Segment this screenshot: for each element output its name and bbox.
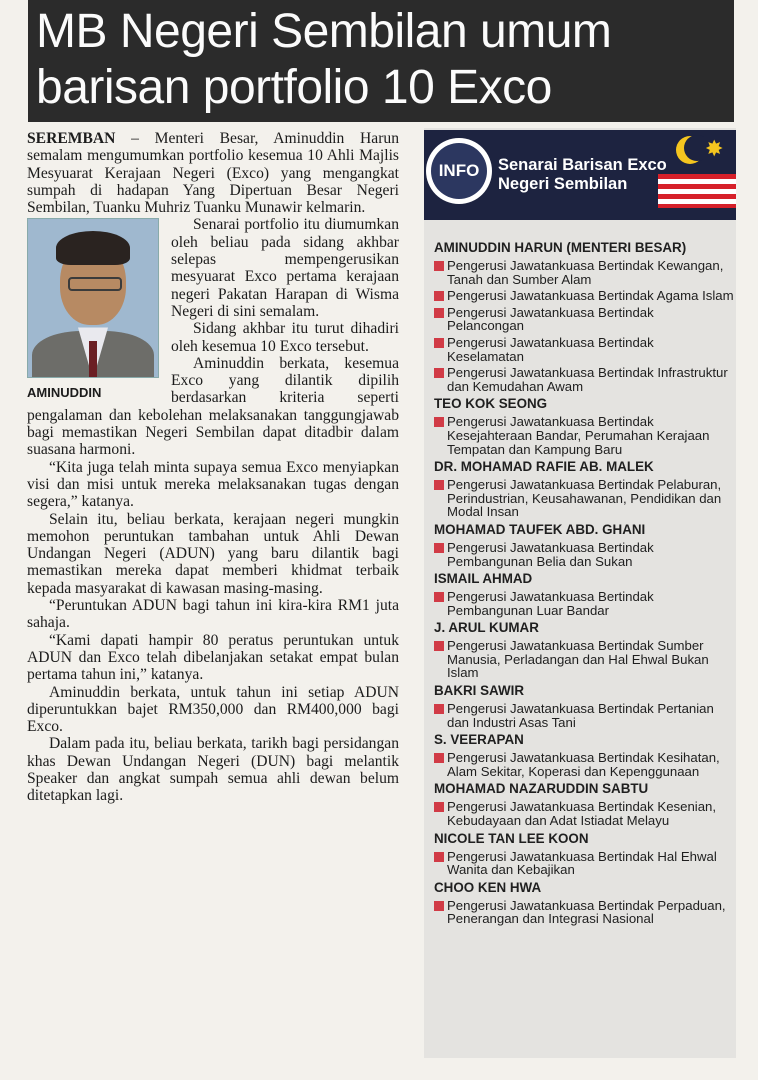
- exco-member: [434, 240, 734, 393]
- exco-portfolio: Pengerusi Jawatankuasa Bertindak Pelaburan, Perindustrian, Keusahawanan, Pendidikan dan Modal Insan: [434, 478, 734, 519]
- bullet-square-icon: [434, 308, 444, 318]
- exco-portfolio: Pengerusi Jawatankuasa Bertindak Pembangunan Luar Bandar: [434, 590, 734, 617]
- exco-portfolio: Pengerusi Jawatankuasa Bertindak Kewangan, Tanah dan Sumber Alam: [434, 259, 734, 286]
- exco-member: [434, 459, 734, 519]
- article-paragraph: Dalam pada itu, beliau berkata, tarikh bagi persidangan khas Dewan Undangan Negeri (DUN) bagi melantik Speaker dan angkat sumpah semua ahli dewan belum ditetapkan lagi.: [27, 735, 399, 805]
- photo-block: [27, 218, 159, 401]
- exco-portfolio: Pengerusi Jawatankuasa Bertindak Agama Islam: [434, 289, 734, 303]
- exco-portfolio: Pengerusi Jawatankuasa Bertindak Perpaduan, Penerangan dan Integrasi Nasional: [434, 899, 734, 926]
- exco-portfolio: Pengerusi Jawatankuasa Bertindak Kesihatan, Alam Sekitar, Koperasi dan Kepenggunaan: [434, 751, 734, 778]
- bullet-square-icon: [434, 338, 444, 348]
- exco-member: [434, 781, 734, 827]
- exco-portfolio: Pengerusi Jawatankuasa Bertindak Infrastruktur dan Kemudahan Awam: [434, 366, 734, 393]
- exco-member: [434, 620, 734, 680]
- article-paragraph: Aminuddin berkata, kesemua Exco yang dilantik dipilih berdasarkan kriteria seperti pengalaman dan kebolehan melaksanakan tanggungjawab bagi memastikan Negeri Sembilan dapat ditadbir dalam suasana harmoni.: [27, 354, 399, 459]
- headline-line-1: MB Negeri Sembilan umum: [36, 5, 612, 58]
- bullet-square-icon: [434, 753, 444, 763]
- info-title: Senarai Barisan Exco Negeri Sembilan: [498, 156, 667, 193]
- exco-member: [434, 522, 734, 568]
- info-badge: [426, 138, 492, 204]
- exco-member: [434, 396, 734, 456]
- bullet-square-icon: [434, 480, 444, 490]
- article-paragraph: “Peruntukan ADUN bagi tahun ini kira-kira RM1 juta sahaja.: [27, 597, 399, 632]
- exco-member-name: NICOLE TAN LEE KOON: [434, 830, 589, 846]
- article-paragraph: Aminuddin berkata, untuk tahun ini setiap ADUN diperuntukkan bajet RM350,000 dan RM400,000 bagi Exco.: [27, 683, 399, 736]
- exco-portfolio: Pengerusi Jawatankuasa Bertindak Kesejahteraan Bandar, Perumahan Kerajaan Tempatan dan Kampung Baru: [434, 415, 734, 456]
- exco-portfolio: Pengerusi Jawatankuasa Bertindak Pelancongan: [434, 306, 734, 333]
- exco-member-name: S. VEERAPAN: [434, 732, 524, 748]
- bullet-square-icon: [434, 901, 444, 911]
- info-sidebar: [424, 128, 736, 1058]
- exco-member: [434, 831, 734, 877]
- article-paragraph: Senarai portfolio itu diumumkan oleh beliau pada sidang akhbar selepas mempengerusikan mesyuarat Exco pertama kerajaan negeri Pakatan Harapan di Wisma Negeri di sini semalam.: [171, 216, 399, 320]
- exco-portfolio: Pengerusi Jawatankuasa Bertindak Kesenian, Kebudayaan dan Adat Istiadat Melayu: [434, 800, 734, 827]
- exco-portfolio: Pengerusi Jawatankuasa Bertindak Sumber Manusia, Perladangan dan Hal Ehwal Bukan Islam: [434, 639, 734, 680]
- exco-portfolio: Pengerusi Jawatankuasa Bertindak Keselamatan: [434, 336, 734, 363]
- bullet-square-icon: [434, 417, 444, 427]
- article-paragraph: “Kami dapati hampir 80 peratus peruntukan untuk ADUN dan Exco telah dibelanjakan setakat empat bulan pertama tahun ini,” katanya.: [27, 631, 399, 684]
- exco-portfolio: Pengerusi Jawatankuasa Bertindak Hal Ehwal Wanita dan Kebajikan: [434, 850, 734, 877]
- bullet-square-icon: [434, 291, 444, 301]
- portrait-photo: [27, 218, 159, 378]
- article-paragraph: “Kita juga telah minta supaya semua Exco menyiapkan visi dan misi untuk mereka melaksanakan tugas dengan segera,” katanya.: [27, 458, 399, 511]
- exco-member-name: BAKRI SAWIR: [434, 683, 525, 699]
- dateline: SEREMBAN: [27, 130, 116, 147]
- info-badge-label: INFO: [431, 143, 487, 199]
- exco-member: [434, 880, 734, 926]
- exco-member-name: ISMAIL AHMAD: [434, 571, 533, 587]
- article-paragraph: SEREMBAN – Menteri Besar, Aminuddin Harun semalam mengumumkan portfolio kesemua 10 Ahli Majlis Mesyuarat Kerajaan Negeri (Exco) yang mengangkat sumpah di hadapan Yang Dipertuan Besar Negeri Sembilan, Tuanku Muhriz Tuanku Munawir kelmarin.: [27, 130, 399, 217]
- info-header: [424, 130, 736, 220]
- article-paragraph: Selain itu, beliau berkata, kerajaan negeri mungkin memohon peruntukan tambahan untuk Ahli Dewan Undangan Negeri (ADUN) yang baru dilantik bagi memastikan mereka dapat memberi khidmat terbaik kepada masyarakat di kawasan masing-masing.: [27, 510, 399, 597]
- exco-member-name: DR. MOHAMAD RAFIE AB. MALEK: [434, 459, 654, 475]
- article-paragraph: Sidang akhbar itu turut dihadiri oleh kesemua 10 Exco tersebut.: [171, 320, 399, 355]
- exco-member: [434, 571, 734, 617]
- exco-member: [434, 683, 734, 729]
- exco-member-name: TEO KOK SEONG: [434, 396, 548, 412]
- exco-member-name: AMINUDDIN HARUN (MENTERI BESAR): [434, 240, 687, 255]
- headline-line-2: barisan portfolio 10 Exco: [36, 61, 552, 114]
- malaysia-flag-icon: [658, 174, 736, 208]
- exco-member-name: MOHAMAD TAUFEK ABD. GHANI: [434, 521, 646, 537]
- headline: [28, 0, 734, 122]
- exco-member: [434, 732, 734, 778]
- bullet-square-icon: [434, 852, 444, 862]
- exco-member-name: J. ARUL KUMAR: [434, 620, 539, 636]
- bullet-square-icon: [434, 641, 444, 651]
- bullet-square-icon: [434, 704, 444, 714]
- exco-member-name: CHOO KEN HWA: [434, 879, 542, 895]
- exco-portfolio: Pengerusi Jawatankuasa Bertindak Pertanian dan Industri Asas Tani: [434, 702, 734, 729]
- article-body: [27, 130, 399, 805]
- bullet-square-icon: [434, 368, 444, 378]
- bullet-square-icon: [434, 592, 444, 602]
- bullet-square-icon: [434, 802, 444, 812]
- exco-list: [434, 238, 734, 929]
- photo-caption: AMINUDDIN: [27, 385, 102, 401]
- exco-member-name: MOHAMAD NAZARUDDIN SABTU: [434, 781, 649, 797]
- bullet-square-icon: [434, 261, 444, 271]
- exco-portfolio: Pengerusi Jawatankuasa Bertindak Pembangunan Belia dan Sukan: [434, 541, 734, 568]
- bullet-square-icon: [434, 543, 444, 553]
- star-icon: ✸: [705, 136, 724, 161]
